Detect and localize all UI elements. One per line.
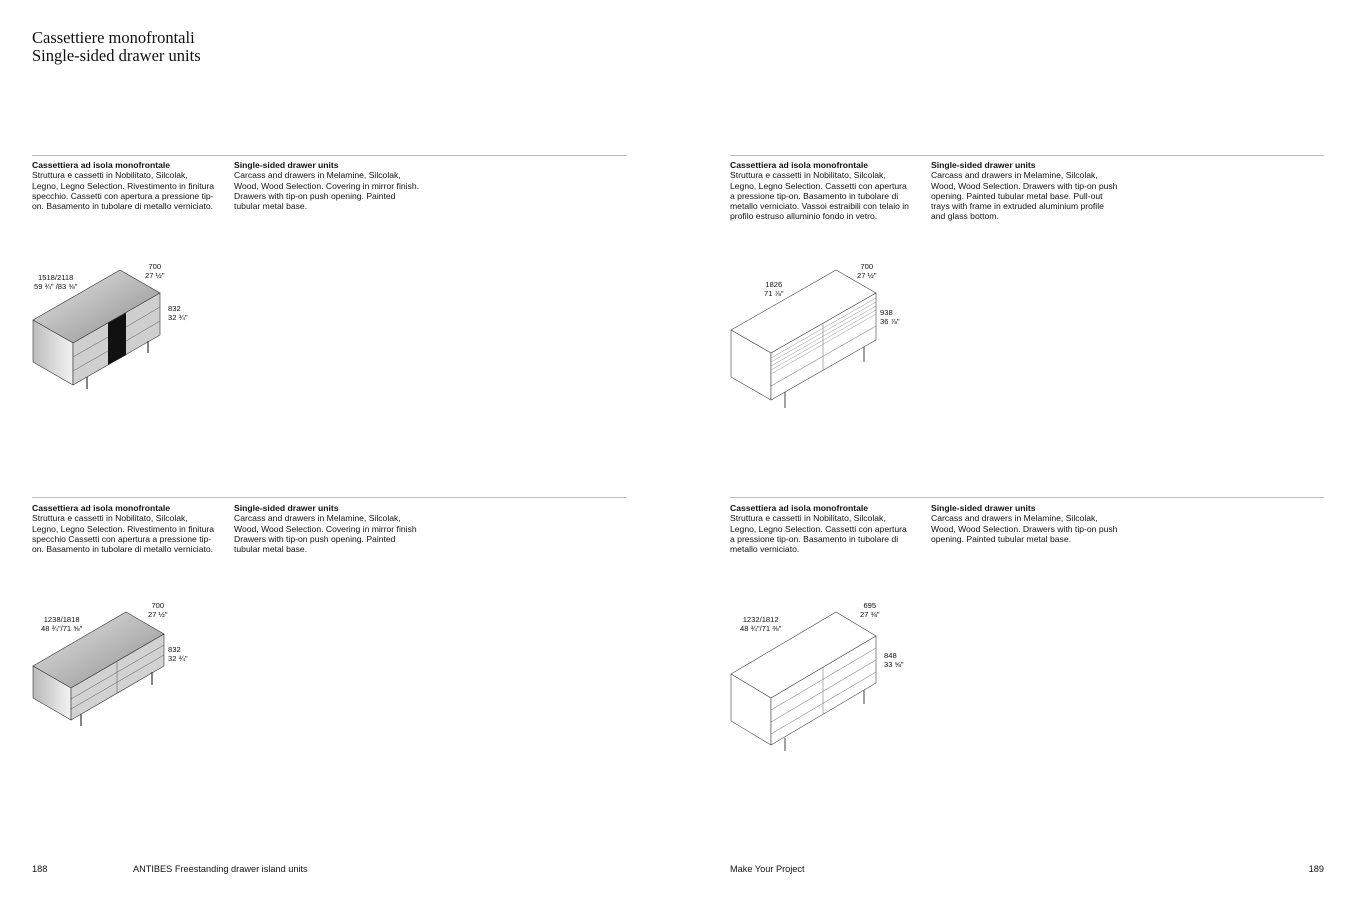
product-3-text-english: Single-sided drawer units Carcass and drawers in Melamine, Silcolak, Wood, Wood Selection. Covering in mirror finish Drawers with tip-on push opening. Painted tubular metal base.	[234, 503, 434, 554]
dimension-width: 1238/1818 48 ¾"/71 ⅝"	[41, 615, 83, 633]
drawer-unit-trays-drawing	[728, 268, 880, 413]
product-title: Cassettiera ad isola monofrontale	[32, 160, 171, 170]
product-title: Single-sided drawer units	[234, 160, 339, 170]
dimension-depth: 695 27 ⅜"	[860, 601, 880, 619]
section-divider	[32, 497, 627, 498]
dimension-width: 1826 71 ⅞"	[764, 280, 784, 298]
product-2-text-italian: Cassettiera ad isola monofrontale Struttura e cassetti in Nobilitato, Silcolak, Legno, Legno Selection. Cassetti con apertura a pressione tip-on. Basamento in tubolare di metallo verniciato. Vassoi estraibili con telaio in profilo estruso alluminio fondo in vetro.	[730, 160, 925, 222]
product-2-text-english: Single-sided drawer units Carcass and drawers in Melamine, Silcolak, Wood, Wood Selection. Drawers with tip-on push opening. Painted tubular metal base. Pull-out trays with frame in extruded aluminium profile and glass bottom.	[931, 160, 1131, 222]
product-title: Single-sided drawer units	[931, 160, 1036, 170]
page-title	[32, 29, 201, 65]
product-1-text-italian: Cassettiera ad isola monofrontale Struttura e cassetti in Nobilitato, Silcolak, Legno, Legno Selection. Rivestimento in finitura specchio. Cassetti con apertura a pressione tip- on. Basamento in tubolare di metallo verniciato.	[32, 160, 227, 211]
drawer-unit-drawing	[728, 608, 880, 758]
product-title: Single-sided drawer units	[931, 503, 1036, 513]
product-4-text-italian: Cassettiera ad isola monofrontale Struttura e cassetti in Nobilitato, Silcolak, Legno, Legno Selection. Cassetti con apertura a pressione tip-on. Basamento in tubolare di metallo verniciato.	[730, 503, 925, 554]
footer-caption-right: Make Your Project	[730, 864, 805, 874]
product-title: Cassettiera ad isola monofrontale	[730, 503, 869, 513]
section-divider	[32, 155, 627, 156]
dimension-height: 832 32 ¾"	[168, 645, 188, 663]
dimension-depth: 700 27 ½"	[857, 262, 877, 280]
dimension-width: 1518/2118 59 ¾" /83 ⅜"	[34, 273, 78, 291]
title-italian: Cassettiere monofrontali	[32, 28, 195, 47]
section-divider	[730, 497, 1324, 498]
product-title: Cassettiera ad isola monofrontale	[730, 160, 869, 170]
product-1-text-english: Single-sided drawer units Carcass and drawers in Melamine, Silcolak, Wood, Wood Selection. Covering in mirror finish. Drawers with tip-on push opening. Painted tubular metal base.	[234, 160, 434, 211]
dimension-height: 848 33 ⅝"	[884, 651, 904, 669]
footer-caption-left: ANTIBES Freestanding drawer island units	[133, 864, 308, 874]
page-number-left: 188	[32, 864, 48, 874]
dimension-width: 1232/1812 48 ¾"/71 ⅜"	[740, 615, 782, 633]
dimension-height: 832 32 ¾"	[168, 304, 188, 322]
product-3-text-italian: Cassettiera ad isola monofrontale Struttura e cassetti in Nobilitato, Silcolak, Legno, Legno Selection. Rivestimento in finitura specchio Cassetti con apertura a pressione tip- on. Basamento in tubolare di metallo verniciato.	[32, 503, 227, 554]
section-divider	[730, 155, 1324, 156]
title-english: Single-sided drawer units	[32, 46, 201, 65]
page-number-right: 189	[1308, 864, 1324, 874]
drawer-unit-mirror-drawing	[30, 265, 170, 395]
drawer-unit-mirror-drawing	[30, 608, 170, 733]
product-title: Single-sided drawer units	[234, 503, 339, 513]
dimension-depth: 700 27 ½"	[145, 262, 165, 280]
product-4-text-english: Single-sided drawer units Carcass and drawers in Melamine, Silcolak, Wood, Wood Selection. Drawers with tip-on push opening. Painted tubular metal base.	[931, 503, 1131, 544]
product-title: Cassettiera ad isola monofrontale	[32, 503, 171, 513]
dimension-height: 938 36 ⅞"	[880, 308, 900, 326]
dimension-depth: 700 27 ½"	[148, 601, 168, 619]
